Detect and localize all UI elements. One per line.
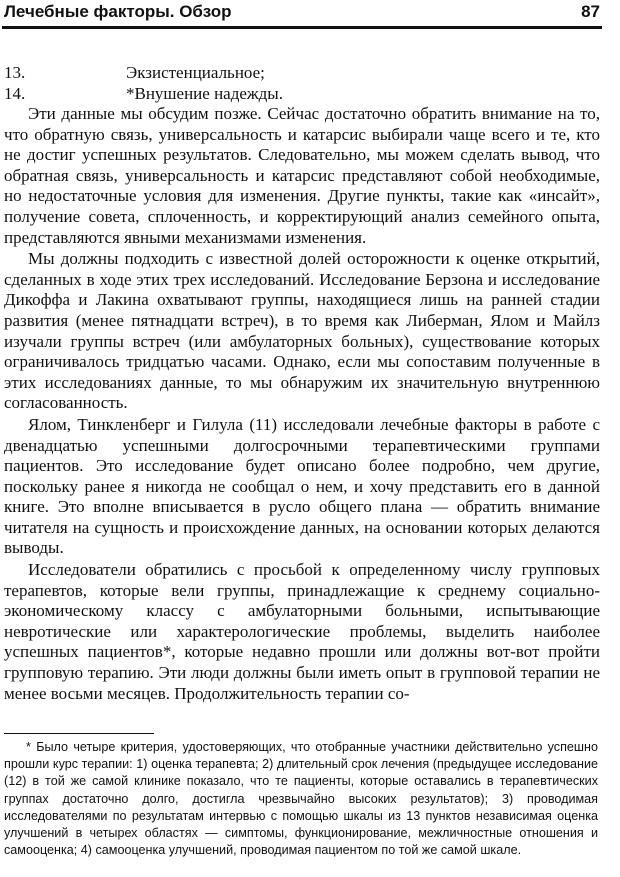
list-item <box>4 62 600 83</box>
paragraph: Эти данные мы обсудим позже. Сейчас достаточно обратить внимание на то, что обратную связь, универсальность и катарсис выбирали чаще всего и те, кто не достиг успешных результатов. Следовательно, мы можем сделать вывод, что обратная связь, универсальность и катарсис представляют собой необходимые, но недостаточные условия для изменения. Другие пункты, такие как «инсайт», получение совета, сплоченность, и корректирующий анализ семейного опыта, представляются явными механизмами изменения. <box>4 104 600 247</box>
running-header <box>4 0 600 28</box>
numbered-list <box>4 62 600 104</box>
footnote-rule <box>4 733 154 734</box>
list-item-text: Экзистенциальное; <box>126 63 265 82</box>
list-item-number: 13. <box>4 63 26 82</box>
list-item-number: 14. <box>4 84 26 103</box>
footnote <box>4 739 598 859</box>
body-text <box>4 104 600 704</box>
header-rule <box>2 26 602 29</box>
footnote-text: * Было четыре критерия, удостоверяющих, что отобранные участники действительно успешно прошли курс терапии: 1) оценка терапевта; 2) длительный срок лечения (предыдущее исследование (12) в той же самой клинике показало, что те пациенты, которые оставались в терапевтических группах достаточно долго, достигла чрезвычайно высоких результатов); 3) проводимая исследователями по результатам интервью с помощью шкалы из 13 пунктов независимая оценка улучшений в четырех областях — симптомы, функционирование, межличностные отношения и самооценка; 4) самооценка улучшений, проводимая пациентом по той же самой шкале. <box>4 740 598 858</box>
list-item <box>4 83 600 104</box>
paragraph: Ялом, Тинкленберг и Гилула (11) исследовали лечебные факторы в работе с двенадцатью успешными долгосрочными терапевтическими группами пациентов. Это исследование будет описано более подробно, чем другие, поскольку ранее я никогда не сообщал о нем, и хочу представить его в данной книге. Это вполне вписывается в русло общего плана — обратить внимание читателя на сущность и происхождение данных, на основании которых делаются выводы. <box>4 414 600 558</box>
page-number: 87 <box>581 2 600 21</box>
chapter-title: Лечебные факторы. Обзор <box>4 2 232 21</box>
paragraph: Мы должны подходить с известной долей осторожности к оценке открытий, сделанных в ходе этих трех исследований. Исследование Берзона и исследование Дикоффа и Лакина охватывают группы, находящиеся лишь на ранней стадии развития (менее пятнадцати встреч), в то время как Либерман, Ялом и Майлз изучали группы встреч (или амбулаторных больных), существование которых ограничивалось тридцатью часами. Однако, если мы сопоставим полученные в этих исследованиях данные, то мы обнаружим их значительную внутреннюю согласованность. <box>4 249 600 413</box>
list-item-text: *Внушение надежды. <box>126 84 283 103</box>
paragraph: Исследователи обратились с просьбой к определенному числу групповых терапевтов, которые вели группы, принадлежащие к среднему социально-экономическому классу с амбулаторными больными, испытывающие невротические или характерологические проблемы, выделить наиболее успешных пациентов*, которые недавно прошли или должны вот-вот пройти групповую терапию. Эти люди должны были иметь опыт в групповой терапии не менее восьми месяцев. Продолжительность терапии со- <box>4 560 600 703</box>
